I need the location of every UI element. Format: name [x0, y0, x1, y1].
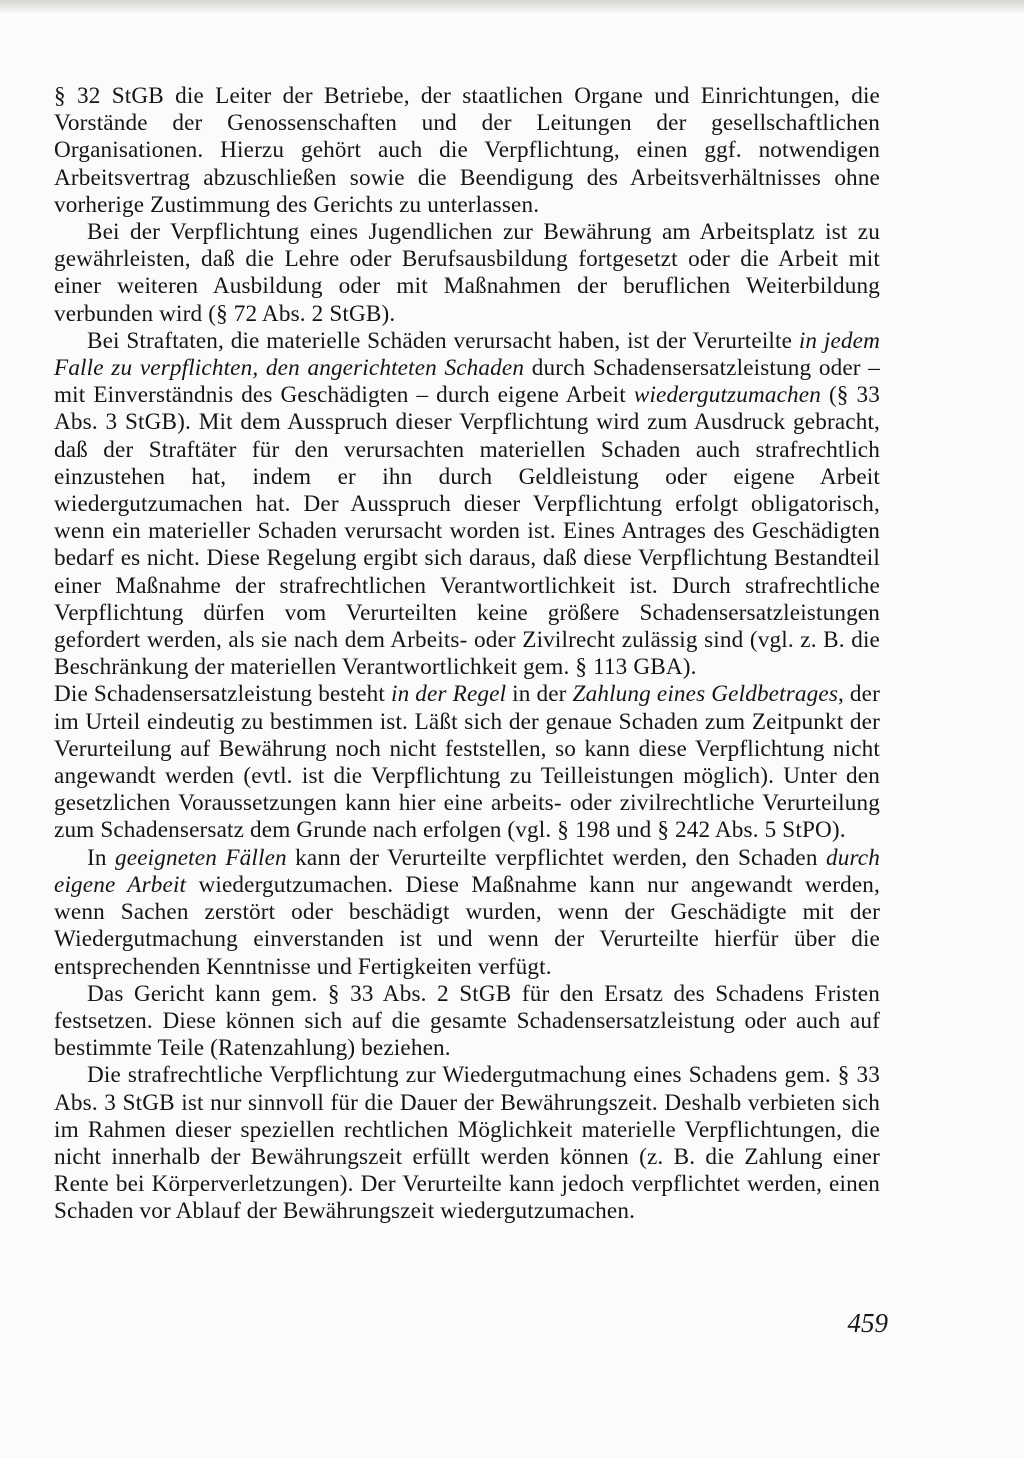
text-segment: wiedergutzumachen. Diese Maßnahme kann nur angewandt werden, wenn Sachen zerstört oder beschädigt wurden, wenn der Geschädigte mit der Wiedergutmachung einverstanden ist und wenn der Verurteilte hierfür über die entsprechenden Kenntnisse und Fertigkeiten verfügt.	[54, 871, 880, 980]
text-segment: Die Schadensersatzleistung besteht	[54, 681, 391, 708]
text-segment: In	[87, 844, 116, 871]
text-segment: kann der Verurteilte verpflichtet werden, den Schaden	[286, 844, 826, 871]
text-segment: in der	[506, 681, 573, 708]
emphasized-text: wiedergutzumachen	[633, 382, 821, 409]
paragraph	[54, 328, 880, 682]
scan-edge-shadow	[0, 0, 1024, 14]
text-segment: Die strafrechtliche Verpflichtung zur Wiedergutmachung eines Schadens gem. § 33 Abs. 3 StGB ist nur sinnvoll für die Dauer der Bewährungszeit. Deshalb verbieten sich im Rahmen dieser speziellen rechtlichen Möglichkeit materielle Verpflichtungen, die nicht innerhalb der Bewährungszeit erfüllt werden können (z. B. die Zahlung einer Rente bei Körperverletzungen). Der Verurteilte kann jedoch verpflichtet werden, einen Schaden vor Ablauf der Bewährungszeit wiedergutzumachen.	[54, 1062, 880, 1225]
paragraph	[54, 1062, 880, 1225]
emphasized-text: in jedem Falle zu verpflichten, den angerichteten Schaden	[54, 327, 880, 382]
paragraph	[54, 219, 880, 328]
text-segment: Bei Straftaten, die materielle Schäden verursacht haben, ist der Verurteilte	[87, 327, 799, 354]
text-segment: Bei der Verpflichtung eines Jugendlichen zur Bewährung am Arbeitsplatz ist zu gewährleisten, daß die Lehre oder Berufsausbildung fortgesetzt oder die Arbeit mit einer weiteren Ausbildung oder mit Maßnahmen der beruflichen Weiterbildung verbunden wird (§ 72 Abs. 2 StGB).	[54, 219, 880, 327]
emphasized-text: geeigneten Fällen	[115, 844, 287, 871]
text-segment: , der im Urteil eindeutig zu bestimmen ist. Läßt sich der genaue Schaden zum Zeitpunkt der Verurteilung auf Bewährung noch nicht feststellen, so kann diese Verpflichtung nicht angewandt werden (evtl. ist die Verpflichtung zu Teilleistungen möglich). Unter den gesetzlichen Voraussetzungen kann hier eine arbeits- oder zivilrechtliche Verurteilung zum Schadensersatz dem Grunde nach erfolgen (vgl. § 198 und § 242 Abs. 5 StPO).	[54, 681, 880, 844]
page-number: 459	[847, 1308, 888, 1338]
text-segment: § 32 StGB die Leiter der Betriebe, der staatlichen Organe und Einrichtungen, die Vorstände der Genossenschaften und der Leitungen der gesellschaftlichen Organisationen. Hierzu gehört auch die Verpflichtung, einen ggf. notwendigen Arbeitsvertrag abzuschließen sowie die Beendigung des Arbeitsverhältnisses ohne vorherige Zustimmung des Gerichts zu unterlassen.	[54, 83, 880, 218]
emphasized-text: in der Regel	[390, 681, 507, 708]
text-segment: durch Schadensersatzleistung oder – mit Einverständnis des Geschädigten – durch eigene Arbeit	[54, 355, 880, 409]
body-text	[54, 83, 880, 1226]
emphasized-text: durch eigene Arbeit	[54, 844, 880, 898]
paragraph	[54, 83, 880, 219]
text-segment: Das Gericht kann gem. § 33 Abs. 2 StGB für den Ersatz des Schadens Fristen festsetzen. Diese können sich auf die gesamte Schadensersatzleistung oder auch auf bestimmte Teile (Ratenzahlung) beziehen.	[54, 980, 880, 1062]
text-segment: (§ 33 Abs. 3 StGB). Mit dem Ausspruch dieser Verpflichtung wird zum Ausdruck gebracht, daß der Straftäter für den verursachten materiellen Schaden auch strafrechtlich einzustehen hat, indem er ihn durch Geldleistung oder eigene Arbeit wiedergutzumachen hat. Der Ausspruch dieser Verpflichtung erfolgt obligatorisch, wenn ein materieller Schaden verursacht worden ist. Eines Antrages des Geschädigten bedarf es nicht. Diese Regelung ergibt sich daraus, daß diese Verpflichtung Bestandteil einer Maßnahme der strafrechtlichen Verantwortlichkeit ist. Durch strafrechtliche Verpflichtung dürfen vom Verurteilten keine größere Schadensersatzleistungen gefordert werden, als sie nach dem Arbeits- oder Zivilrecht zulässig sind (vgl. z. B. die Beschränkung der materiellen Verantwortlichkeit gem. § 113 GBA).	[54, 382, 880, 681]
paragraph	[54, 845, 880, 981]
paragraph	[54, 981, 880, 1063]
emphasized-text: Zahlung eines Geldbetrages	[572, 681, 838, 708]
paragraph	[54, 681, 880, 844]
